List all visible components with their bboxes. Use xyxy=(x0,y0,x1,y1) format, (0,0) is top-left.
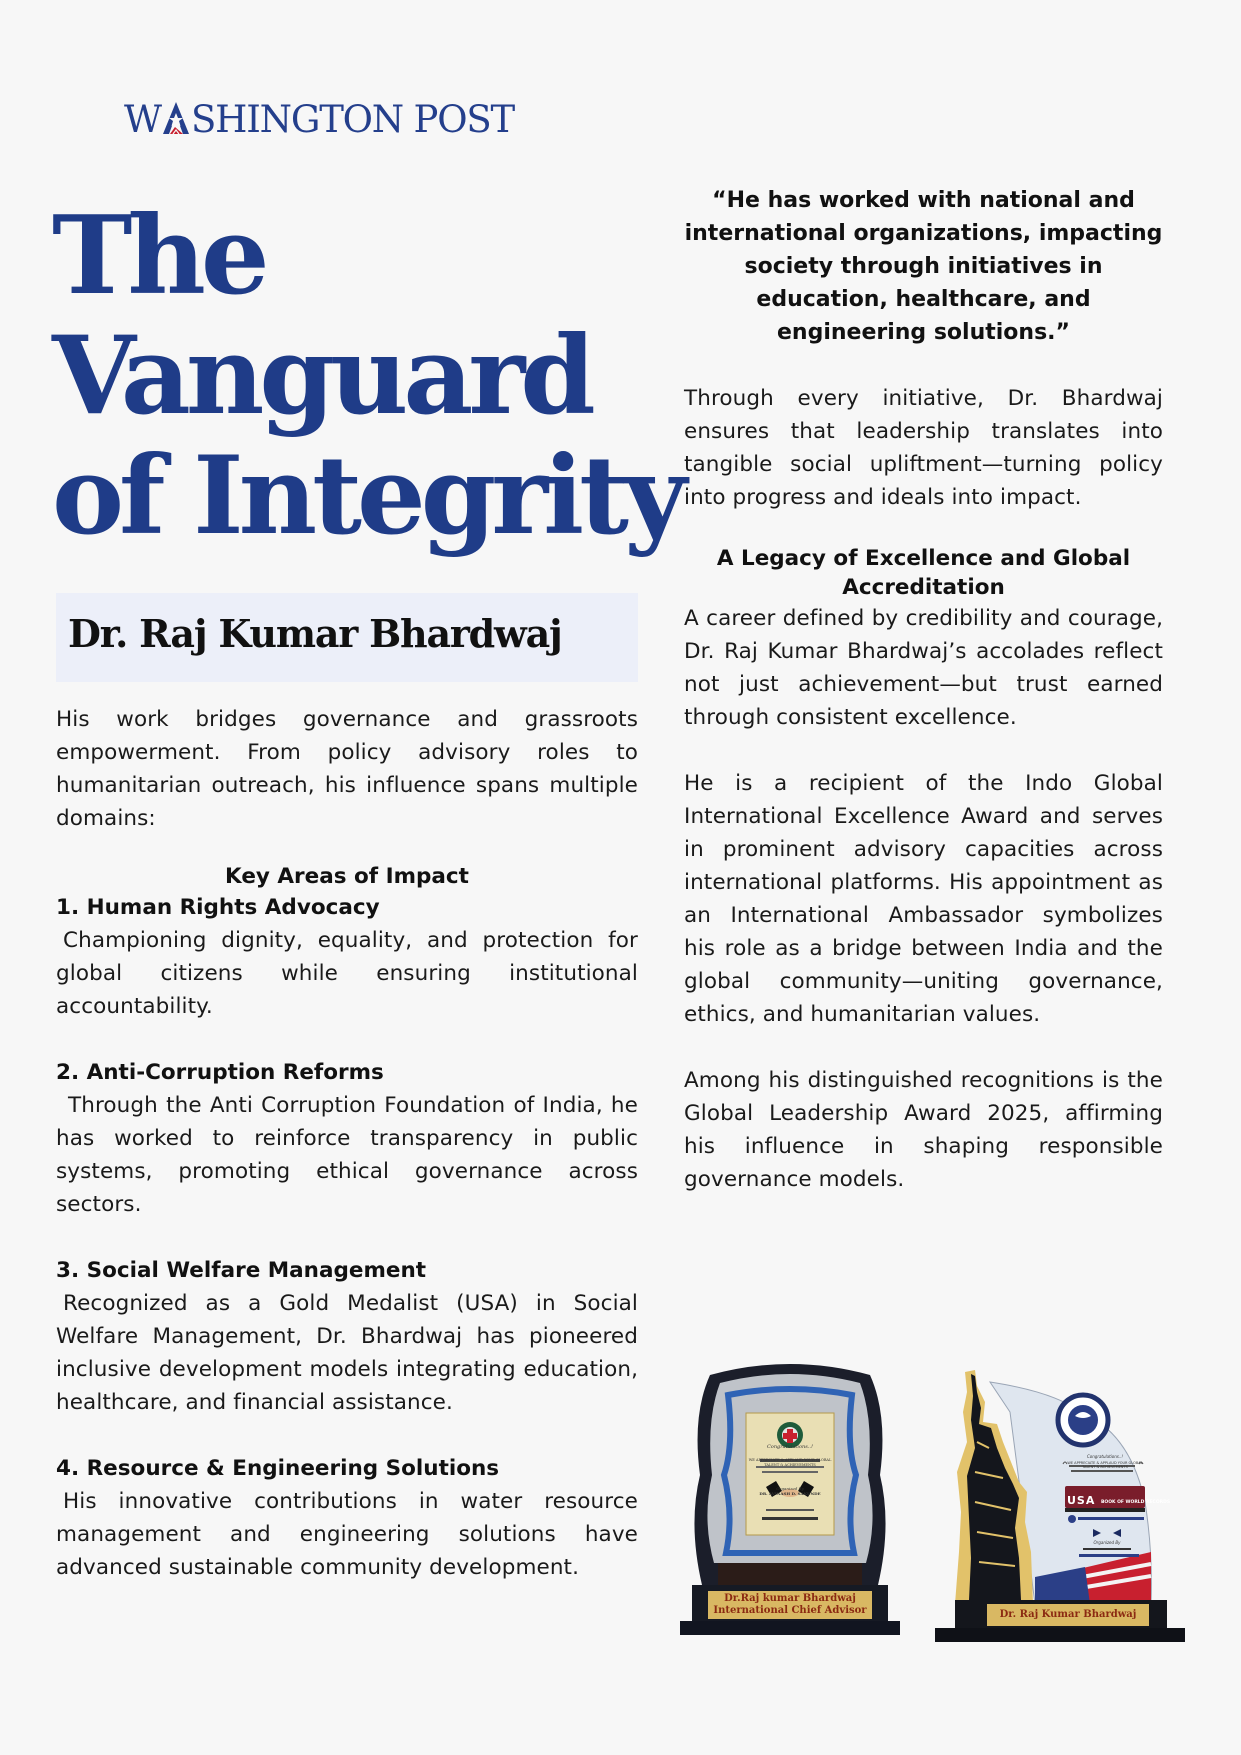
liberty-card-title: Congratulations..! xyxy=(1087,1454,1123,1459)
impact-item-heading: 1. Human Rights Advocacy xyxy=(56,895,380,920)
liberty-card-text: WE APPRECIATE & APPLAUD YOUR GLOBAL TALENT & ACHIEVEMENTS xyxy=(1067,1460,1143,1469)
paragraph-recipient: He is a recipient of the Indo Global International Excellence Award and serves in prominent advisory capacities across international platforms. His appointment as an International Ambassador symbolizes his role as a bridge between India and the global community—uniting governance, ethics, and humanitarian values. xyxy=(684,771,1163,1027)
plaque-plate-name: Dr.Raj kumar Bhardwaj xyxy=(724,1593,856,1604)
person-name: Dr. Raj Kumar Bhardwaj xyxy=(68,611,562,656)
plaque-card xyxy=(748,1445,832,1496)
impact-item-heading: 3. Social Welfare Management xyxy=(56,1258,427,1283)
usa-book-badge xyxy=(1067,1489,1171,1507)
plaque-card-title: Congratulations..! xyxy=(766,1444,814,1450)
liberty-card xyxy=(1065,1455,1145,1470)
paragraph-recognitions: Among his distinguished recognitions is the Global Leadership Award 2025, affirming his influence in shaping responsible governance models. xyxy=(684,1068,1163,1192)
logo-text-prefix: W xyxy=(124,98,162,141)
liberty-nameplate: Dr. Raj Kumar Bhardwaj xyxy=(999,1609,1137,1620)
impact-item-text: Recognized as a Gold Medalist (USA) in Social Welfare Management, Dr. Bhardwaj has pioneered inclusive development models integrating education, healthcare, and financial assistance. xyxy=(56,1291,638,1415)
impact-item-heading: 2. Anti-Corruption Reforms xyxy=(56,1060,384,1085)
liberty-organized-by: Organized By xyxy=(1093,1540,1121,1545)
impact-item-text: Championing dignity, equality, and protection for global citizens while ensuring institutional accountability. xyxy=(56,928,638,1019)
plaque-organizer: DR. AVINASH D. SAKUNDE xyxy=(759,1491,821,1496)
impact-item-text: His innovative contributions in water resource management and engineering solutions have advanced sustainable community development. xyxy=(56,1489,638,1580)
paragraph-career: A career defined by credibility and courage, Dr. Raj Kumar Bhardwaj’s accolades reflect not just achievement—but trust earned through consistent excellence. xyxy=(684,606,1163,730)
legacy-heading: A Legacy of Excellence and Global Accreditation xyxy=(716,546,1131,600)
impact-item-heading: 4. Resource & Engineering Solutions xyxy=(56,1456,500,1481)
award-photo-plaque xyxy=(670,1355,910,1645)
section-heading: Key Areas of Impact xyxy=(225,864,469,889)
plaque-plate-title: International Chief Advisor xyxy=(713,1605,867,1616)
headline xyxy=(52,193,682,559)
headline-line-3: of Integrity xyxy=(52,433,682,559)
left-column xyxy=(56,703,638,1584)
usa-badge-label: USA xyxy=(1067,1494,1096,1507)
plaque-card-text: WE APPRECIATE & APPLAUD YOUR GLOBAL TALENT & ACHIEVEMENTS xyxy=(748,1458,832,1467)
masthead-logo xyxy=(124,96,554,144)
star-icon xyxy=(161,99,191,133)
intro-paragraph: His work bridges governance and grassroots empowerment. From policy advisory roles to humanitarian outreach, his influence spans multiple domains: xyxy=(56,707,638,831)
name-banner xyxy=(56,593,638,682)
usa-badge-text: BOOK OF WORLD RECORDS xyxy=(1100,1500,1171,1505)
plaque-organized-by: Organized By xyxy=(776,1486,804,1491)
headline-line-1: The xyxy=(52,193,265,319)
logo-text: SHINGTON POST xyxy=(191,98,514,141)
award-photo-liberty xyxy=(915,1352,1185,1652)
impact-item-text: Through the Anti Corruption Foundation of India, he has worked to reinforce transparency in public systems, promoting ethical governance across sectors. xyxy=(56,1093,638,1217)
plaque-nameplate xyxy=(708,1593,872,1617)
right-column xyxy=(684,184,1163,1196)
paragraph-initiative: Through every initiative, Dr. Bhardwaj ensures that leadership translates into tangible social upliftment—turning policy into progress and ideals into impact. xyxy=(684,386,1163,510)
headline-line-2: Vanguard xyxy=(52,313,591,439)
pull-quote: “He has worked with national and international organizations, impacting society through initiatives in education, healthcare, and engineering solutions.” xyxy=(684,188,1163,345)
